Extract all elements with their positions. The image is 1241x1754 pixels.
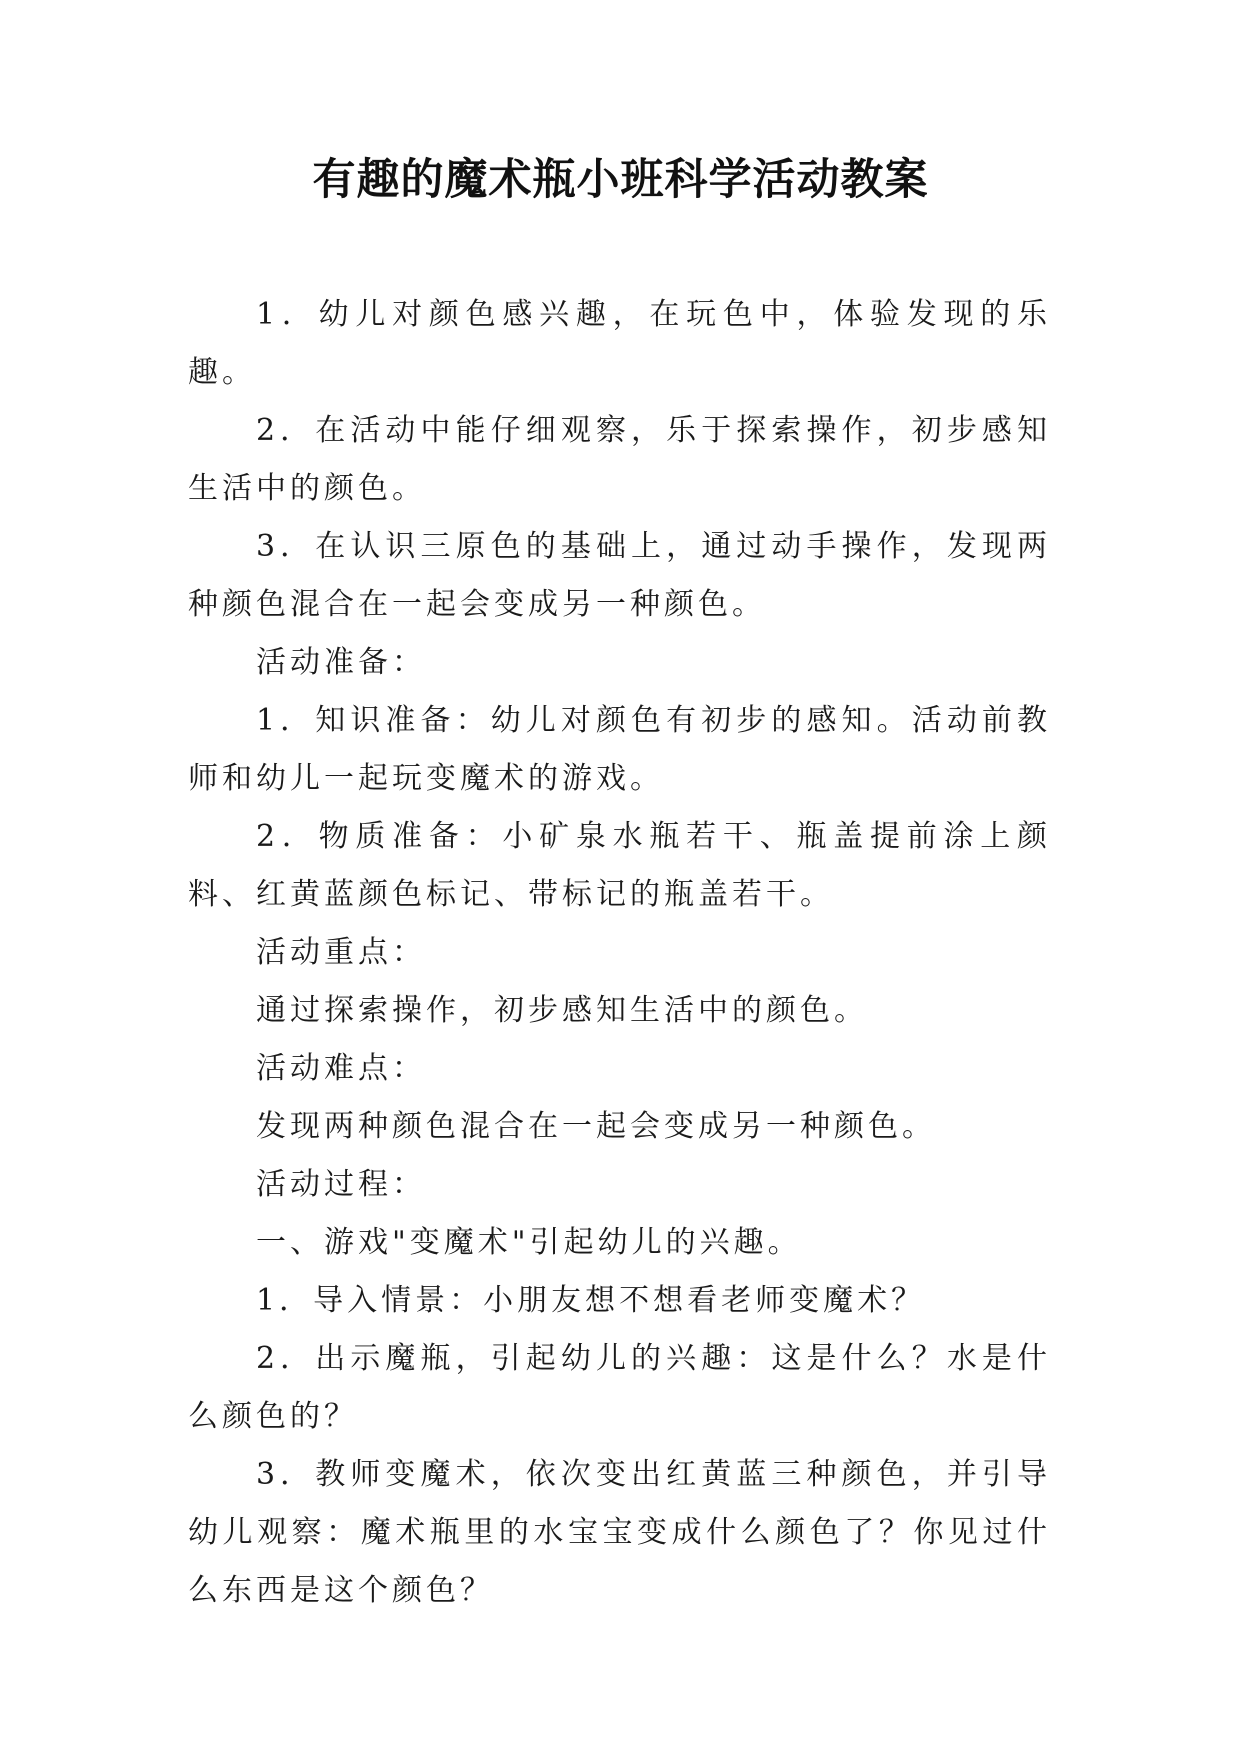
document-body [188,286,1051,1620]
paragraph-process-step-3: 3．教师变魔术，依次变出红黄蓝三种颜色，并引导幼儿观察：魔术瓶里的水宝宝变成什么颜色了？你见过什么东西是这个颜色？ [188,1457,1051,1608]
document-title: 有趣的魔术瓶小班科学活动教案 [312,155,929,205]
paragraph-goal-1: 1．幼儿对颜色感兴趣，在玩色中，体验发现的乐趣。 [188,297,1051,390]
heading-key-point: 活动重点： [256,935,426,970]
paragraph-goal-3: 3．在认识三原色的基础上，通过动手操作，发现两种颜色混合在一起会变成另一种颜色。 [188,529,1051,622]
paragraph-preparation-2: 2．物质准备：小矿泉水瓶若干、瓶盖提前涂上颜料、红黄蓝颜色标记、带标记的瓶盖若干。 [188,819,1051,912]
paragraph-difficulty: 发现两种颜色混合在一起会变成另一种颜色。 [256,1109,936,1144]
paragraph-preparation-1: 1．知识准备：幼儿对颜色有初步的感知。活动前教师和幼儿一起玩变魔术的游戏。 [188,703,1051,796]
paragraph-process-step-1: 1．导入情景：小朋友想不想看老师变魔术？ [256,1283,926,1318]
paragraph-process-step-2: 2．出示魔瓶，引起幼儿的兴趣：这是什么？水是什么颜色的？ [188,1341,1051,1434]
heading-process: 活动过程： [256,1167,426,1202]
paragraph-key-point: 通过探索操作，初步感知生活中的颜色。 [256,993,868,1028]
heading-preparation: 活动准备： [256,645,426,680]
heading-difficulty: 活动难点： [256,1051,426,1086]
paragraph-goal-2: 2．在活动中能仔细观察，乐于探索操作，初步感知生活中的颜色。 [188,413,1051,506]
paragraph-process-section-1: 一、游戏"变魔术"引起幼儿的兴趣。 [256,1225,802,1260]
